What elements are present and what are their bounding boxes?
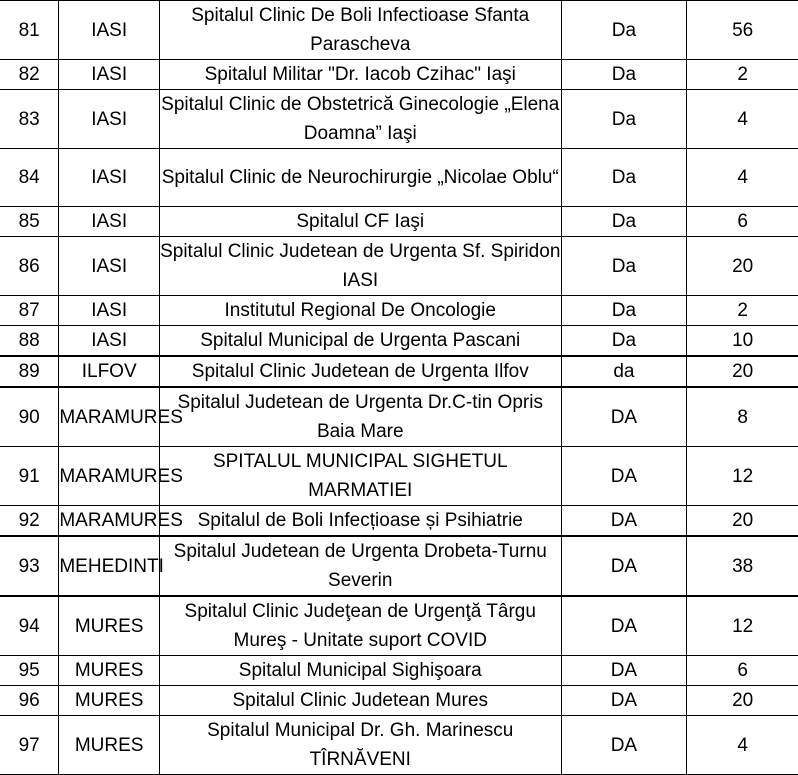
hospital-name-cell: Spitalul Clinic Judetean de Urgenta Ilfov — [159, 356, 561, 387]
flag-cell: Da — [561, 149, 687, 207]
table-row — [0, 237, 798, 296]
flag-cell: da — [561, 356, 687, 387]
count-cell: 10 — [687, 326, 798, 357]
hospital-name-cell: Spitalul Municipal Dr. Gh. Marinescu TÎRNĂVENI — [159, 716, 561, 775]
row-number-cell: 95 — [0, 656, 59, 686]
row-number-cell: 92 — [0, 506, 59, 537]
flag-cell: DA — [561, 447, 687, 506]
county-cell: MURES — [59, 656, 160, 686]
row-number-cell: 86 — [0, 237, 59, 296]
table-row — [0, 149, 798, 207]
hospital-name-cell: Spitalul Militar "Dr. Iacob Czihac" Iaşi — [159, 60, 561, 90]
table-row — [0, 207, 798, 237]
county-cell: IASI — [59, 1, 160, 60]
row-number-cell: 93 — [0, 536, 59, 596]
row-number-cell: 90 — [0, 387, 59, 447]
county-cell: IASI — [59, 60, 160, 90]
count-cell: 2 — [687, 296, 798, 326]
table-row — [0, 60, 798, 90]
table-row — [0, 447, 798, 506]
row-number-cell: 81 — [0, 1, 59, 60]
hospital-name-cell: Spitalul Municipal Sighişoara — [159, 656, 561, 686]
flag-cell: Da — [561, 296, 687, 326]
county-cell: MARAMURES — [59, 387, 160, 447]
hospital-name-cell: Spitalul Clinic Judetean Mures — [159, 686, 561, 716]
row-number-cell: 83 — [0, 90, 59, 149]
hospital-name-cell: Institutul Regional De Oncologie — [159, 296, 561, 326]
count-cell: 8 — [687, 387, 798, 447]
flag-cell: DA — [561, 596, 687, 656]
hospital-name-cell: Spitalul de Boli Infecțioase și Psihiatrie — [159, 506, 561, 537]
count-cell: 20 — [687, 237, 798, 296]
row-number-cell: 91 — [0, 447, 59, 506]
county-cell: IASI — [59, 90, 160, 149]
flag-cell: DA — [561, 506, 687, 537]
county-cell: MARAMURES — [59, 447, 160, 506]
count-cell: 6 — [687, 656, 798, 686]
hospital-name-cell: Spitalul Clinic Judeţean de Urgenţă Târgu Mureş - Unitate suport COVID — [159, 596, 561, 656]
flag-cell: DA — [561, 536, 687, 596]
table-row — [0, 536, 798, 596]
flag-cell: Da — [561, 237, 687, 296]
table-row — [0, 686, 798, 716]
table-row — [0, 90, 798, 149]
hospital-name-cell: Spitalul Municipal de Urgenta Pascani — [159, 326, 561, 357]
table-body — [0, 1, 798, 775]
count-cell: 4 — [687, 90, 798, 149]
county-cell: MEHEDINTI — [59, 536, 160, 596]
count-cell: 20 — [687, 506, 798, 537]
table-row — [0, 387, 798, 447]
hospital-name-cell: Spitalul Judetean de Urgenta Drobeta-Turnu Severin — [159, 536, 561, 596]
table-row — [0, 326, 798, 357]
flag-cell: Da — [561, 207, 687, 237]
flag-cell: Da — [561, 1, 687, 60]
count-cell: 38 — [687, 536, 798, 596]
count-cell: 2 — [687, 60, 798, 90]
flag-cell: DA — [561, 716, 687, 775]
row-number-cell: 97 — [0, 716, 59, 775]
hospital-name-cell: Spitalul Clinic de Neurochirurgie „Nicolae Oblu“ — [159, 149, 561, 207]
county-cell: ILFOV — [59, 356, 160, 387]
table-row — [0, 656, 798, 686]
hospital-name-cell: Spitalul Clinic De Boli Infectioase Sfanta Parascheva — [159, 1, 561, 60]
count-cell: 20 — [687, 686, 798, 716]
row-number-cell: 89 — [0, 356, 59, 387]
county-cell: MURES — [59, 596, 160, 656]
count-cell: 20 — [687, 356, 798, 387]
row-number-cell: 84 — [0, 149, 59, 207]
county-cell: IASI — [59, 326, 160, 357]
hospital-name-cell: Spitalul Judetean de Urgenta Dr.C-tin Opris Baia Mare — [159, 387, 561, 447]
hospital-name-cell: Spitalul CF Iaşi — [159, 207, 561, 237]
county-cell: IASI — [59, 207, 160, 237]
count-cell: 12 — [687, 447, 798, 506]
flag-cell: DA — [561, 686, 687, 716]
count-cell: 6 — [687, 207, 798, 237]
count-cell: 12 — [687, 596, 798, 656]
count-cell: 56 — [687, 1, 798, 60]
table-row — [0, 506, 798, 537]
table-row — [0, 296, 798, 326]
county-cell: IASI — [59, 296, 160, 326]
hospital-name-cell: Spitalul Clinic Judetean de Urgenta Sf. Spiridon IASI — [159, 237, 561, 296]
row-number-cell: 85 — [0, 207, 59, 237]
county-cell: IASI — [59, 237, 160, 296]
table-row — [0, 1, 798, 60]
hospital-name-cell: Spitalul Clinic de Obstetrică Ginecologie „Elena Doamna” Iaşi — [159, 90, 561, 149]
row-number-cell: 96 — [0, 686, 59, 716]
row-number-cell: 94 — [0, 596, 59, 656]
flag-cell: Da — [561, 326, 687, 357]
table-row — [0, 596, 798, 656]
table-row — [0, 716, 798, 775]
count-cell: 4 — [687, 149, 798, 207]
county-cell: MURES — [59, 686, 160, 716]
county-cell: MURES — [59, 716, 160, 775]
flag-cell: DA — [561, 656, 687, 686]
county-cell: IASI — [59, 149, 160, 207]
row-number-cell: 88 — [0, 326, 59, 357]
flag-cell: DA — [561, 387, 687, 447]
table-row — [0, 356, 798, 387]
row-number-cell: 87 — [0, 296, 59, 326]
hospital-name-cell: SPITALUL MUNICIPAL SIGHETUL MARMATIEI — [159, 447, 561, 506]
flag-cell: Da — [561, 60, 687, 90]
row-number-cell: 82 — [0, 60, 59, 90]
flag-cell: Da — [561, 90, 687, 149]
count-cell: 4 — [687, 716, 798, 775]
county-cell: MARAMURES — [59, 506, 160, 537]
